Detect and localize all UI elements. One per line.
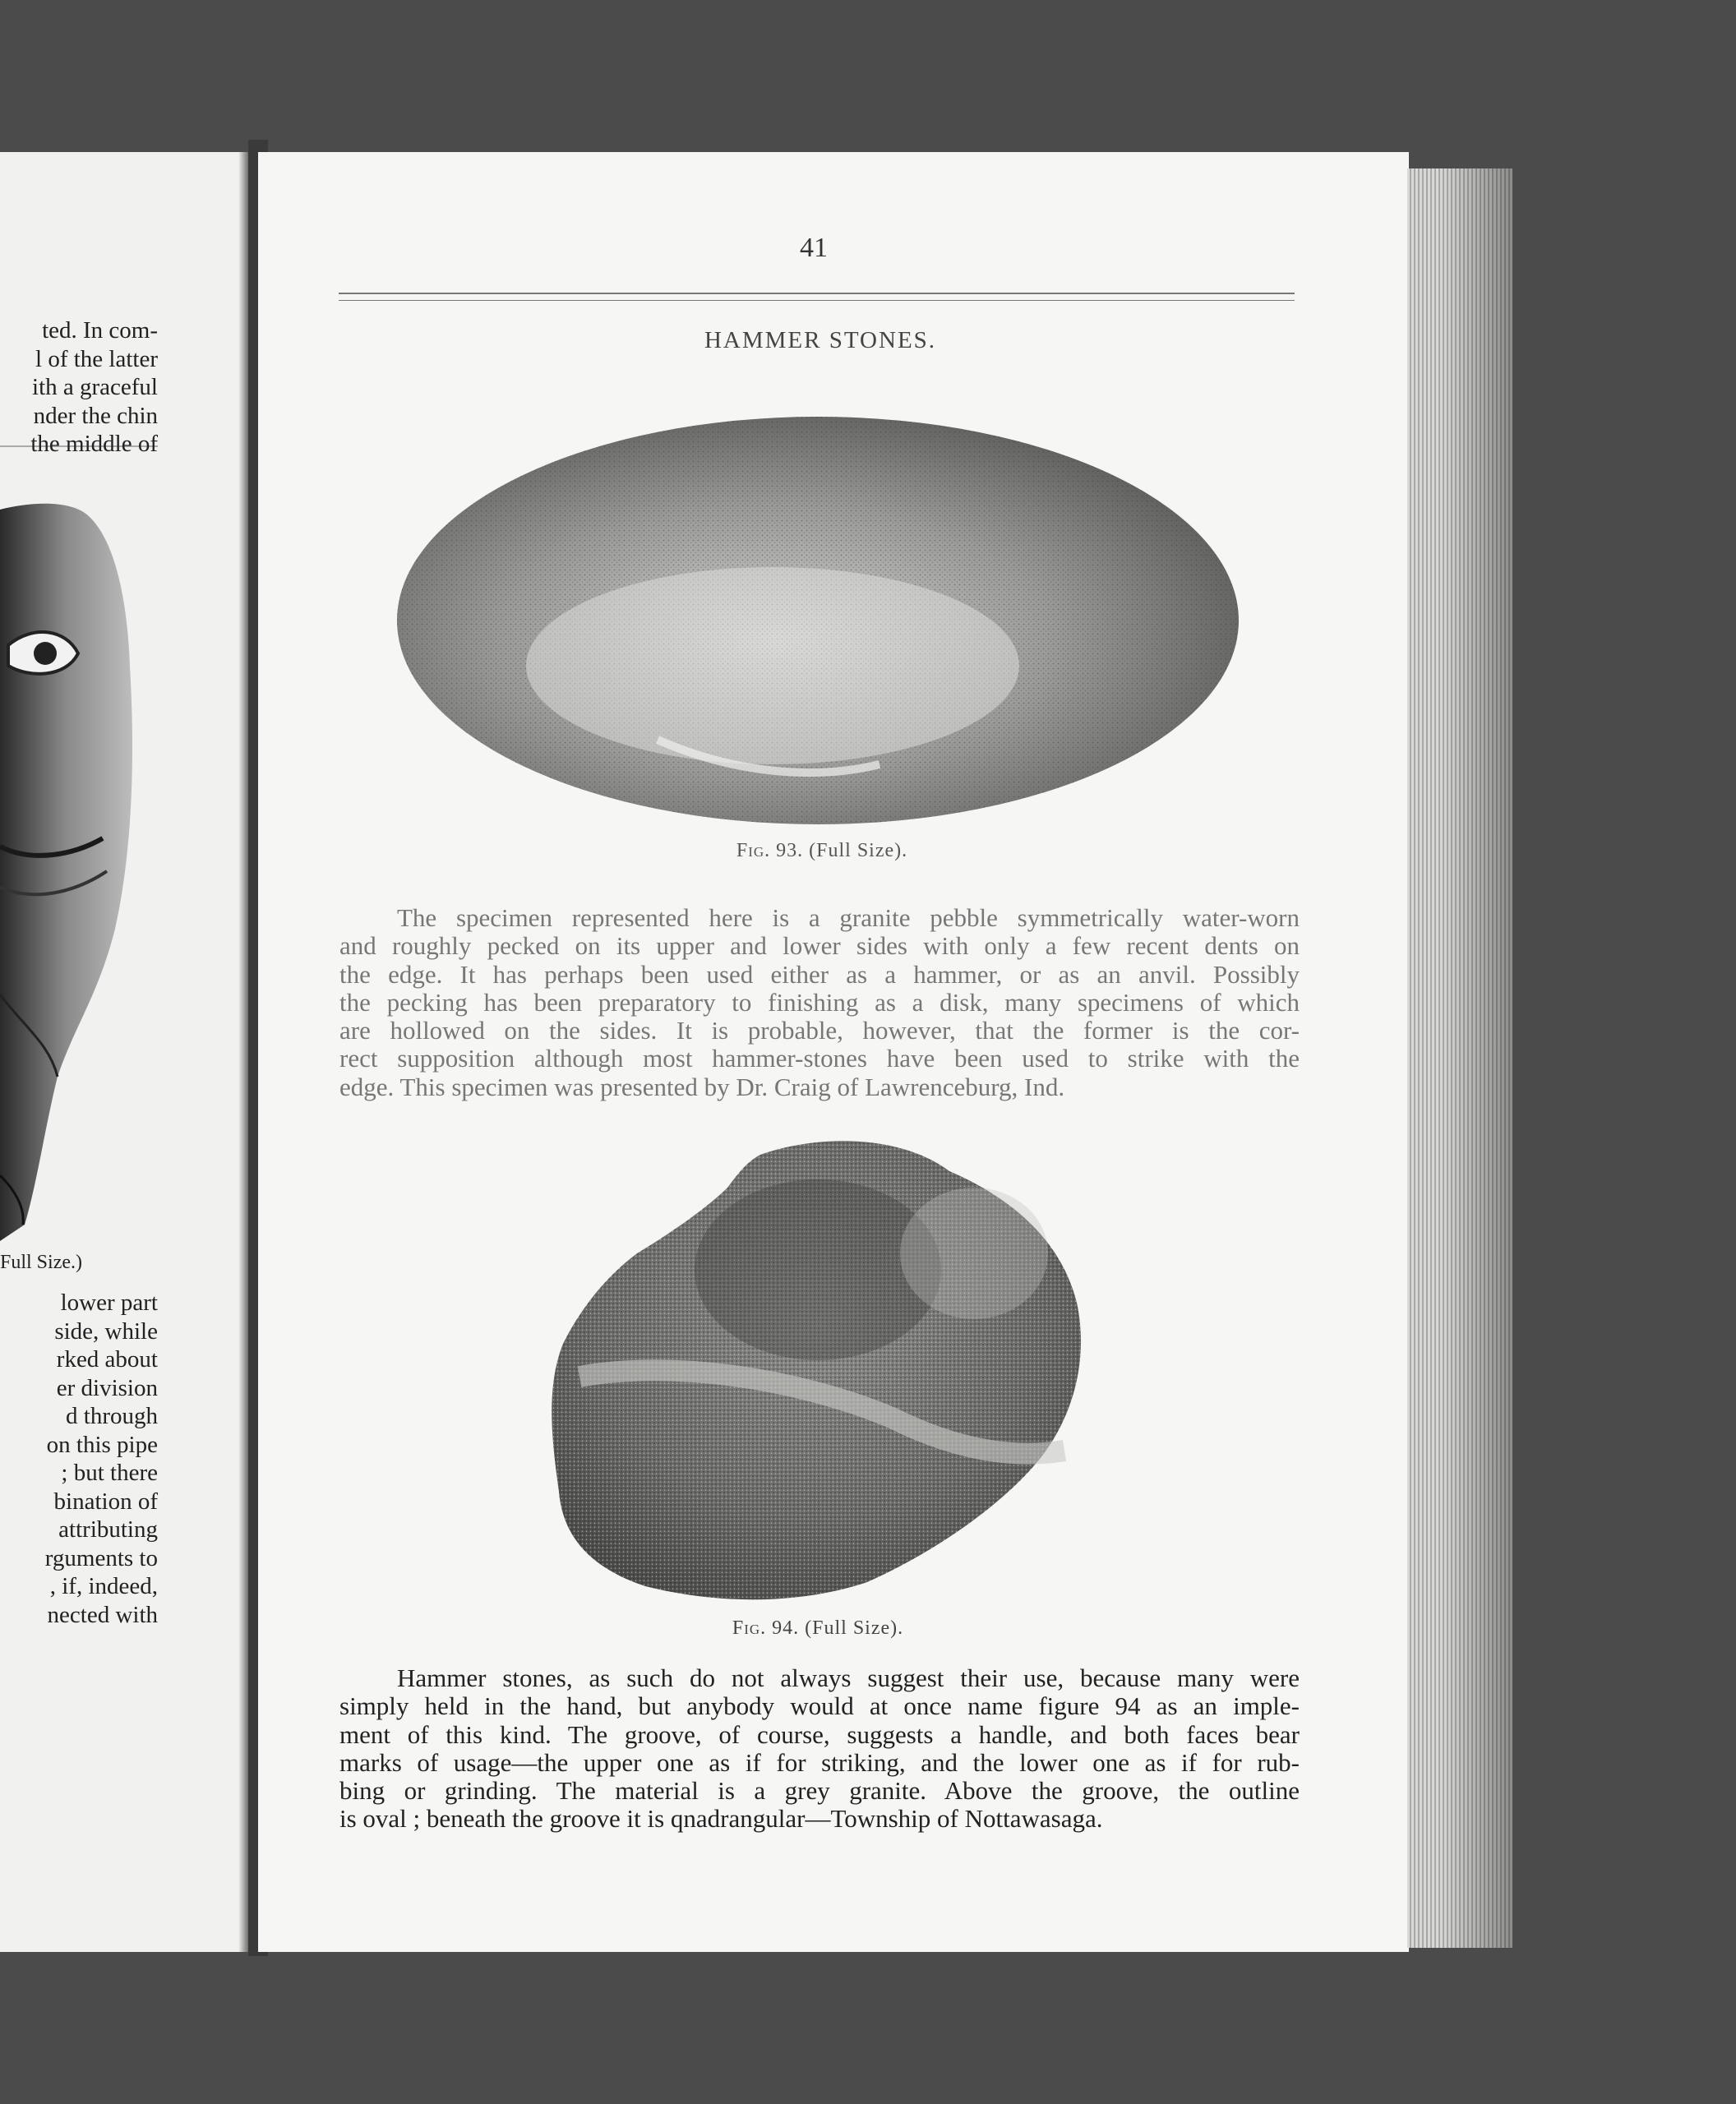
left-page bbox=[0, 152, 248, 1952]
text-line: are hollowed on the sides. It is probable, however, that the former is the cor- bbox=[339, 1016, 1300, 1045]
header-rule bbox=[339, 293, 1295, 294]
text-line: is oval ; beneath the groove it is qnadrangular—Township of Nottawasaga. bbox=[339, 1804, 1103, 1834]
left-line: ith a graceful bbox=[32, 374, 158, 400]
figure-93-caption-text: 93. (Full Size). bbox=[770, 840, 908, 861]
text-line: the pecking has been preparatory to finishing as a disk, many specimens of which bbox=[339, 987, 1300, 1017]
left-line: ted. In com- bbox=[42, 317, 158, 344]
left-line: lower part bbox=[60, 1290, 158, 1316]
paragraph-2 bbox=[339, 1664, 1300, 1834]
text-line: simply held in the hand, but anybody would at once name figure 94 as an imple- bbox=[339, 1691, 1300, 1721]
left-line: ; but there bbox=[61, 1460, 158, 1486]
text-line: Hammer stones, as such do not always suggest their use, because many were bbox=[397, 1663, 1300, 1692]
page-number: 41 bbox=[800, 233, 828, 263]
figure-label: Fig. bbox=[732, 1617, 767, 1639]
figure-label: Fig. bbox=[736, 840, 771, 861]
left-line: nected with bbox=[47, 1601, 158, 1628]
text-line: The specimen represented here is a granite pebble symmetrically water-worn bbox=[397, 903, 1300, 932]
left-figure-caption: Full Size.) bbox=[0, 1252, 82, 1273]
left-line: er division bbox=[56, 1374, 158, 1401]
header-rule-thin bbox=[339, 300, 1295, 301]
text-line: the edge. It has perhaps been used either as a hammer, or as an anvil. Possibly bbox=[339, 959, 1300, 989]
grooved-hammer-stone-icon bbox=[547, 1138, 1089, 1607]
left-bottom-text bbox=[0, 1289, 158, 1629]
figure-93-caption bbox=[0, 840, 1644, 862]
left-line: the middle of bbox=[30, 431, 158, 457]
paragraph-1 bbox=[339, 904, 1300, 1101]
carved-stone-pipe-face-icon bbox=[0, 501, 144, 1249]
text-line: ment of this kind. The groove, of course, suggests a handle, and both faces bear bbox=[339, 1719, 1300, 1749]
figure-94-caption-text: 94. (Full Size). bbox=[766, 1617, 904, 1639]
left-line: rguments to bbox=[44, 1544, 158, 1571]
text-line: bing or grinding. The material is a grey granite. Above the groove, the outline bbox=[339, 1776, 1300, 1806]
left-line: rked about bbox=[56, 1346, 158, 1373]
text-line: edge. This specimen was presented by Dr. Craig of Lawrenceburg, Ind. bbox=[339, 1072, 1065, 1101]
text-line: rect supposition although most hammer-stones have been used to strike with the bbox=[339, 1044, 1300, 1073]
left-line: , if, indeed, bbox=[49, 1573, 158, 1599]
page-edges-shadow bbox=[1440, 168, 1512, 1948]
section-title: HAMMER STONES. bbox=[704, 327, 937, 353]
text-line: marks of usage—the upper one as if for striking, and the lower one as if for rub- bbox=[339, 1747, 1300, 1777]
left-line: attributing bbox=[58, 1516, 158, 1543]
text-line: and roughly pecked on its upper and lower sides with only a few recent dents on bbox=[339, 931, 1300, 961]
left-line: bination of bbox=[53, 1488, 158, 1515]
left-line: d through bbox=[66, 1403, 158, 1429]
left-line: side, while bbox=[54, 1317, 158, 1345]
figure-94-caption bbox=[0, 1617, 1636, 1640]
oval-granite-pebble-icon bbox=[386, 411, 1249, 834]
left-line: nder the chin bbox=[33, 402, 158, 429]
left-line: on this pipe bbox=[46, 1431, 158, 1458]
left-line: l of the latter bbox=[35, 345, 158, 372]
